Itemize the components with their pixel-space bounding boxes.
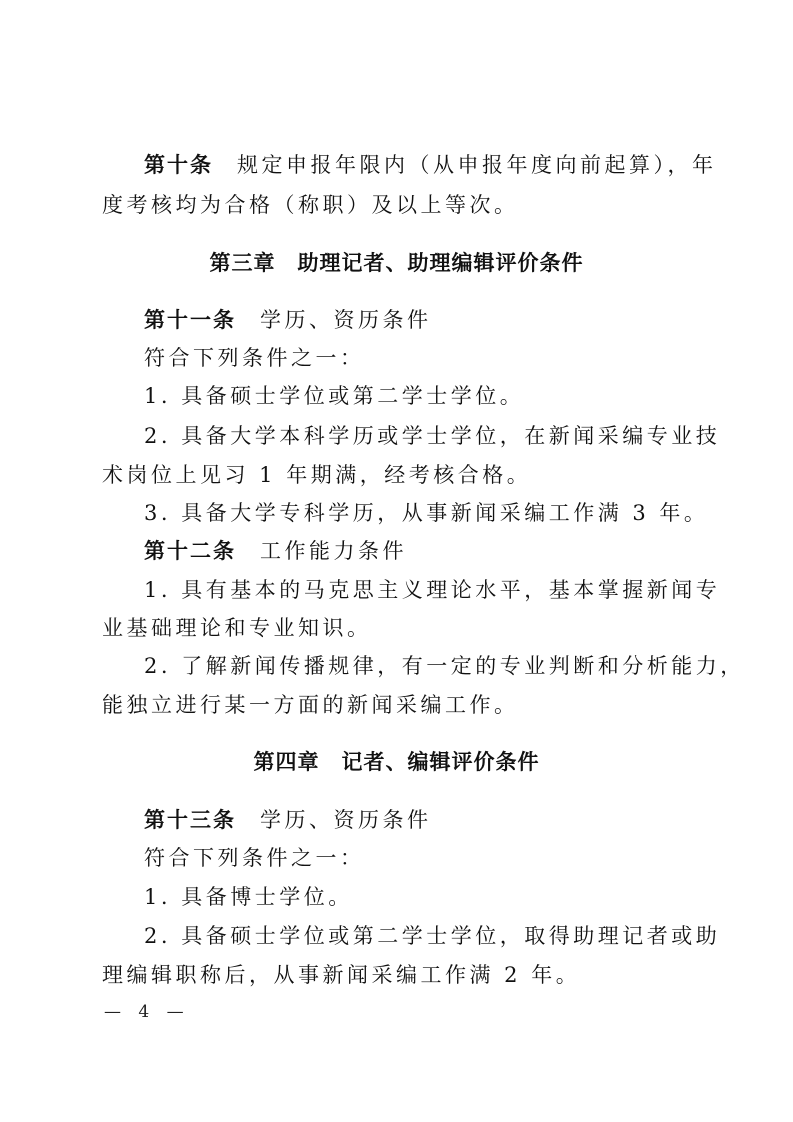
article-number: 第十二条 xyxy=(144,539,236,563)
chapter-title: 记者、编辑评价条件 xyxy=(341,750,540,774)
article-10-line-2: 度考核均为合格（称职）及以上等次。 xyxy=(102,193,519,217)
chapter-number: 第四章 xyxy=(253,750,320,774)
article-number: 第十一条 xyxy=(144,308,236,332)
article-13-item-2-line-1: 2. 具备硕士学位或第二学士学位，取得助理记者或助 xyxy=(144,924,721,948)
chapter-title: 助理记者、助理编辑评价条件 xyxy=(297,251,584,275)
article-13-heading xyxy=(144,805,432,835)
article-13-item-1: 1. 具备博士学位。 xyxy=(144,885,353,909)
article-11-item-3: 3. 具备大学专科学历，从事新闻采编工作满 3 年。 xyxy=(144,501,709,525)
article-11-item-2-line-2: 术岗位上见习 1 年期满，经考核合格。 xyxy=(102,463,532,487)
article-11-intro: 符合下列条件之一： xyxy=(144,346,365,370)
paragraph-text: 规定申报年限内（从申报年度向前起算），年 xyxy=(237,153,717,177)
page-number: — 4 — xyxy=(104,1002,190,1022)
article-10-line-1 xyxy=(144,150,717,180)
article-11-heading xyxy=(144,305,432,335)
article-title: 学历、资历条件 xyxy=(260,308,432,332)
chapter-4-heading xyxy=(0,747,793,777)
article-12-item-2-line-1: 2. 了解新闻传播规律，有一定的专业判断和分析能力， xyxy=(144,654,745,678)
article-12-item-1-line-1: 1. 具有基本的马克思主义理论水平，基本掌握新闻专 xyxy=(144,578,721,602)
article-13-item-2-line-2: 理编辑职称后，从事新闻采编工作满 2 年。 xyxy=(102,963,581,987)
article-12-heading xyxy=(144,536,407,566)
chapter-number: 第三章 xyxy=(209,251,276,275)
article-12-item-1-line-2: 业基础理论和专业知识。 xyxy=(102,616,372,640)
article-number: 第十条 xyxy=(144,153,213,177)
article-12-item-2-line-2: 能独立进行某一方面的新闻采编工作。 xyxy=(102,693,519,717)
article-11-item-1: 1. 具备硕士学位或第二学士学位。 xyxy=(144,384,525,408)
article-11-item-2-line-1: 2. 具备大学本科学历或学士学位，在新闻采编专业技 xyxy=(144,424,721,448)
chapter-3-heading xyxy=(0,248,793,278)
article-title: 工作能力条件 xyxy=(260,539,407,563)
article-13-intro: 符合下列条件之一： xyxy=(144,846,365,870)
article-title: 学历、资历条件 xyxy=(260,808,432,832)
article-number: 第十三条 xyxy=(144,808,236,832)
